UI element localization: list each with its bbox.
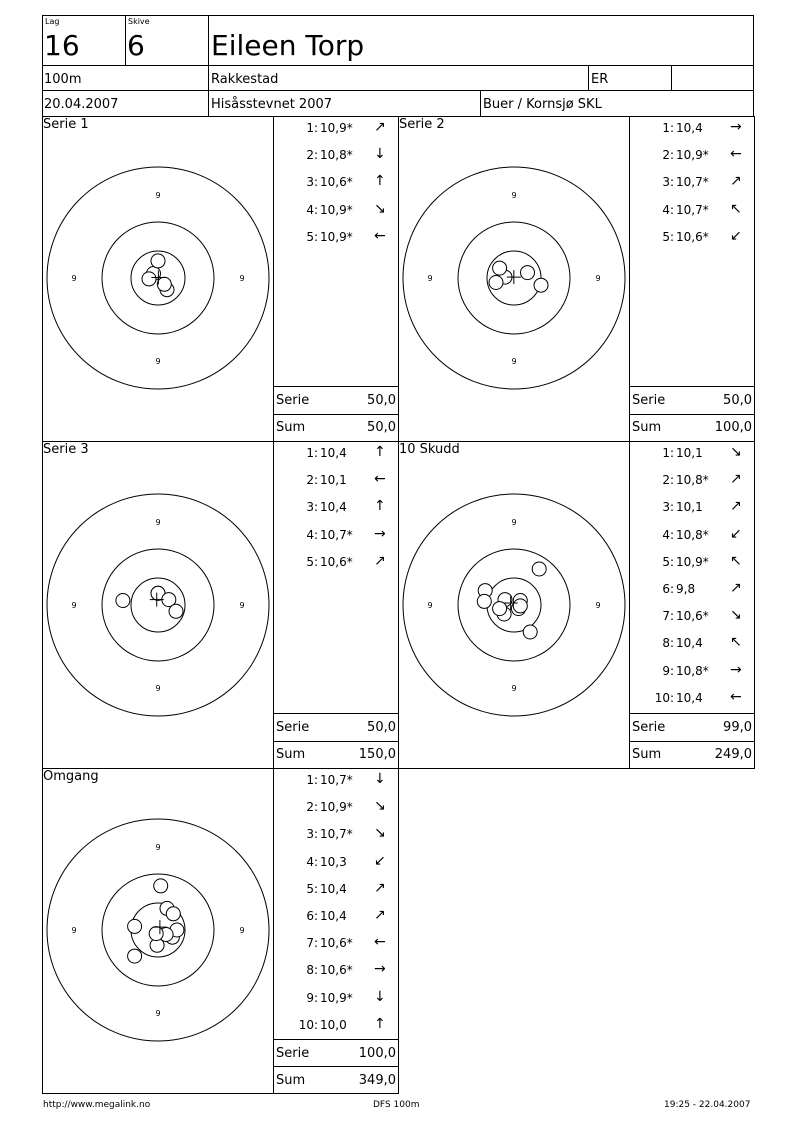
ring-label: 9: [595, 601, 601, 610]
shot-hole: [166, 907, 180, 921]
shot-hole: [521, 266, 535, 280]
target-serie-3: [46, 493, 270, 717]
shot-number: 3:: [662, 175, 674, 190]
shot-direction-arrow-icon: ←: [374, 934, 386, 951]
ring-label: 9: [511, 684, 517, 693]
shot-number: 1:: [306, 446, 318, 460]
totals-divider-1: [273, 414, 399, 415]
shot-number: 4:: [306, 854, 318, 869]
header-vline-class: [588, 65, 589, 90]
ring-label: 9: [427, 274, 433, 283]
shot-number: 1:: [662, 446, 674, 460]
shot-direction-arrow-icon: →: [730, 661, 742, 678]
shot-direction-arrow-icon: ↙: [374, 852, 386, 869]
shot-score: 10,9*: [320, 990, 353, 1005]
shot-score: 10,1: [676, 446, 703, 460]
shot-score: 10,1: [676, 500, 703, 515]
shot-direction-arrow-icon: ↗: [374, 879, 386, 896]
shot-hole: [169, 604, 183, 618]
serie-label: Serie: [276, 720, 310, 735]
shot-number: 4:: [662, 527, 674, 542]
lag-label: Lag: [45, 17, 60, 26]
footer-timestamp: 19:25 - 22.04.2007: [664, 1100, 751, 1110]
target-serie-2: [402, 166, 626, 390]
shot-direction-arrow-icon: ↘: [730, 444, 742, 460]
shot-direction-arrow-icon: ↖: [730, 634, 742, 651]
ring-label: 9: [71, 601, 77, 610]
header-vline-lag: [125, 15, 126, 65]
shot-direction-arrow-icon: ↗: [730, 173, 742, 190]
shot-direction-arrow-icon: ↗: [374, 907, 386, 923]
shot-score: 10,9*: [676, 148, 709, 163]
shot-number: 5:: [306, 881, 318, 896]
skive-label: Skive: [128, 17, 150, 26]
ring-label: 9: [239, 601, 245, 610]
shot-hole: [523, 625, 537, 639]
shot-score: 10,6*: [320, 936, 353, 951]
shot-hole: [154, 879, 168, 893]
shot-hole: [128, 949, 142, 963]
serie-label: Serie: [632, 393, 666, 408]
shot-score: 10,7*: [320, 527, 353, 542]
footer-system: DFS 100m: [373, 1100, 420, 1110]
shot-score: 10,3: [320, 854, 347, 869]
header-box: [42, 15, 754, 117]
shot-number: 9:: [306, 990, 318, 1005]
serie-value: 99,0: [723, 720, 752, 735]
shot-score: 10,4: [320, 881, 347, 896]
shot-direction-arrow-icon: ↗: [730, 471, 742, 488]
shot-score: 10,9*: [320, 121, 353, 135]
ring-label: 9: [511, 191, 517, 200]
shot-number: 3:: [306, 827, 318, 842]
ring-label: 9: [511, 518, 517, 527]
shot-number: 6:: [306, 909, 318, 923]
shot-direction-arrow-icon: ↓: [374, 771, 386, 787]
shot-score: 10,4: [320, 500, 347, 515]
shot-number: 8:: [306, 963, 318, 978]
ring-label: 9: [239, 926, 245, 935]
target-serie-1: [46, 166, 270, 390]
sum-label: Sum: [276, 1073, 306, 1088]
footer-url[interactable]: http://www.megalink.no: [43, 1100, 151, 1110]
shot-number: 1:: [306, 121, 318, 135]
shot-score: 10,6*: [320, 963, 353, 978]
shot-list-10-skudd: [630, 442, 754, 714]
header-hline-1: [42, 65, 754, 66]
shooter-class: ER: [591, 72, 609, 87]
shot-number: 5:: [662, 554, 674, 569]
shot-score: 10,6*: [676, 229, 709, 244]
shot-number: 6:: [662, 582, 674, 596]
header-vline-class2: [671, 65, 672, 90]
sum-label: Sum: [632, 420, 662, 435]
shot-number: 10:: [298, 1017, 318, 1032]
shot-hole: [489, 276, 503, 290]
sum-label: Sum: [632, 747, 662, 762]
shot-direction-arrow-icon: ↑: [374, 498, 386, 515]
totals-divider-4: [629, 741, 755, 742]
shot-score: 10,8*: [320, 148, 353, 163]
shot-score: 10,4: [320, 909, 347, 923]
ring-label: 9: [71, 926, 77, 935]
header-hline-2: [42, 90, 754, 91]
shot-score: 10,7*: [676, 175, 709, 190]
shot-direction-arrow-icon: ←: [730, 146, 742, 163]
shot-direction-arrow-icon: ↖: [730, 552, 742, 569]
shot-score: 10,9*: [676, 554, 709, 569]
shot-score: 10,6*: [320, 175, 353, 190]
shot-hole: [151, 254, 165, 268]
sum-value: 150,0: [358, 747, 396, 762]
shot-direction-arrow-icon: ↗: [374, 552, 386, 569]
shot-direction-arrow-icon: ←: [730, 688, 742, 705]
sum-label: Sum: [276, 420, 306, 435]
shot-number: 10:: [654, 690, 674, 705]
shot-direction-arrow-icon: →: [374, 961, 386, 978]
panel-title-omgang: Omgang: [43, 769, 99, 784]
shot-hole: [477, 594, 491, 608]
panel-title-serie-2: Serie 2: [399, 117, 445, 132]
shot-list-serie-3: [274, 442, 398, 714]
shot-number: 3:: [306, 175, 318, 190]
shot-hole: [128, 919, 142, 933]
panel-title-serie-1: Serie 1: [43, 117, 89, 132]
serie-value: 100,0: [358, 1046, 396, 1061]
shot-number: 3:: [306, 500, 318, 515]
shot-hole: [513, 599, 527, 613]
shot-number: 2:: [306, 148, 318, 163]
shot-number: 7:: [662, 609, 674, 624]
shot-score: 10,4: [676, 636, 703, 651]
sum-value: 100,0: [714, 420, 752, 435]
ring-label: 9: [155, 518, 161, 527]
shot-score: 10,0: [320, 1017, 347, 1032]
shot-number: 4:: [306, 202, 318, 217]
shot-direction-arrow-icon: ↖: [730, 200, 742, 217]
shot-direction-arrow-icon: ↙: [730, 525, 742, 542]
skive-value: 6: [127, 29, 145, 62]
shot-number: 8:: [662, 636, 674, 651]
shot-direction-arrow-icon: ↗: [730, 580, 742, 596]
shot-score: 10,4: [320, 446, 347, 460]
shot-number: 2:: [662, 148, 674, 163]
sum-value: 50,0: [367, 420, 396, 435]
header-vline-skive: [208, 15, 209, 117]
shot-number: 2:: [662, 473, 674, 488]
shot-number: 1:: [662, 121, 674, 135]
header-vline-range: [480, 90, 481, 117]
totals-divider-5: [273, 1066, 399, 1067]
shot-direction-arrow-icon: ↙: [730, 227, 742, 244]
serie-value: 50,0: [723, 393, 752, 408]
shot-hole: [142, 272, 156, 286]
shot-direction-arrow-icon: ↗: [374, 119, 386, 135]
shot-score: 10,1: [320, 473, 347, 488]
shooter-name: Eileen Torp: [211, 29, 365, 62]
shot-hole: [116, 594, 130, 608]
shot-score: 10,9*: [320, 202, 353, 217]
shot-hole: [534, 278, 548, 292]
lag-value: 16: [44, 29, 80, 62]
serie-label: Serie: [276, 1046, 310, 1061]
shot-direction-arrow-icon: ↘: [374, 825, 386, 842]
sum-label: Sum: [276, 747, 306, 762]
shot-score: 10,7*: [676, 202, 709, 217]
range-name: Buer / Kornsjø SKL: [483, 97, 602, 112]
shot-hole: [149, 927, 163, 941]
shot-hole: [493, 261, 507, 275]
ring-outer: [47, 494, 269, 716]
shot-number: 1:: [306, 773, 318, 787]
shot-score: 10,8*: [676, 527, 709, 542]
ring-label: 9: [71, 274, 77, 283]
sum-value: 249,0: [714, 747, 752, 762]
shot-direction-arrow-icon: →: [374, 525, 386, 542]
shot-number: 2:: [306, 473, 318, 488]
shot-list-omgang: [274, 769, 398, 1039]
shot-score: 10,8*: [676, 473, 709, 488]
shot-direction-arrow-icon: ←: [374, 227, 386, 244]
shot-direction-arrow-icon: ←: [374, 471, 386, 488]
shot-direction-arrow-icon: ↘: [374, 798, 386, 815]
shot-number: 3:: [662, 500, 674, 515]
ring-label: 9: [511, 357, 517, 366]
shot-direction-arrow-icon: →: [730, 119, 742, 135]
ring-label: 9: [155, 357, 161, 366]
ring-label: 9: [239, 274, 245, 283]
ring-label: 9: [155, 191, 161, 200]
shot-direction-arrow-icon: ↗: [730, 498, 742, 515]
shot-hole: [532, 562, 546, 576]
shot-score: 10,4: [676, 690, 703, 705]
shot-number: 4:: [306, 527, 318, 542]
shot-hole: [493, 602, 507, 616]
shot-score: 10,9*: [320, 229, 353, 244]
serie-value: 50,0: [367, 720, 396, 735]
totals-divider-3: [273, 741, 399, 742]
shot-list-serie-2: [630, 117, 754, 387]
serie-label: Serie: [276, 393, 310, 408]
shot-number: 4:: [662, 202, 674, 217]
shot-hole: [157, 277, 171, 291]
ring-label: 9: [155, 684, 161, 693]
shot-direction-arrow-icon: ↘: [374, 200, 386, 217]
shot-direction-arrow-icon: ↑: [374, 444, 386, 460]
shot-direction-arrow-icon: ↑: [374, 1015, 386, 1032]
shot-score: 10,7*: [320, 773, 353, 787]
shot-score: 10,9*: [320, 800, 353, 815]
distance: 100m: [44, 72, 82, 87]
target-omgang: [46, 818, 270, 1042]
club: Rakkestad: [211, 72, 279, 87]
ring-label: 9: [595, 274, 601, 283]
panel-title-10-skudd: 10 Skudd: [399, 442, 460, 457]
shot-direction-arrow-icon: ↓: [374, 146, 386, 163]
shot-number: 5:: [306, 554, 318, 569]
shot-score: 10,8*: [676, 663, 709, 678]
shot-number: 9:: [662, 663, 674, 678]
shot-list-serie-1: [274, 117, 398, 387]
shot-number: 7:: [306, 936, 318, 951]
shot-number: 5:: [662, 229, 674, 244]
shot-direction-arrow-icon: ↓: [374, 988, 386, 1005]
ring-label: 9: [155, 1009, 161, 1018]
shot-score: 10,6*: [676, 609, 709, 624]
target-10-skudd: [402, 493, 626, 717]
event-name: Hisåsstevnet 2007: [211, 97, 333, 112]
serie-value: 50,0: [367, 393, 396, 408]
shot-direction-arrow-icon: ↑: [374, 173, 386, 190]
shot-number: 5:: [306, 229, 318, 244]
ring-label: 9: [155, 843, 161, 852]
panel-title-serie-3: Serie 3: [43, 442, 89, 457]
shot-score: 9,8: [676, 582, 696, 596]
shot-score: 10,4: [676, 121, 703, 135]
sum-value: 349,0: [358, 1073, 396, 1088]
ring-label: 9: [427, 601, 433, 610]
shot-score: 10,6*: [320, 554, 353, 569]
shot-score: 10,7*: [320, 827, 353, 842]
serie-label: Serie: [632, 720, 666, 735]
date: 20.04.2007: [44, 97, 119, 112]
totals-divider-2: [629, 414, 755, 415]
shot-number: 2:: [306, 800, 318, 815]
shot-direction-arrow-icon: ↘: [730, 607, 742, 624]
